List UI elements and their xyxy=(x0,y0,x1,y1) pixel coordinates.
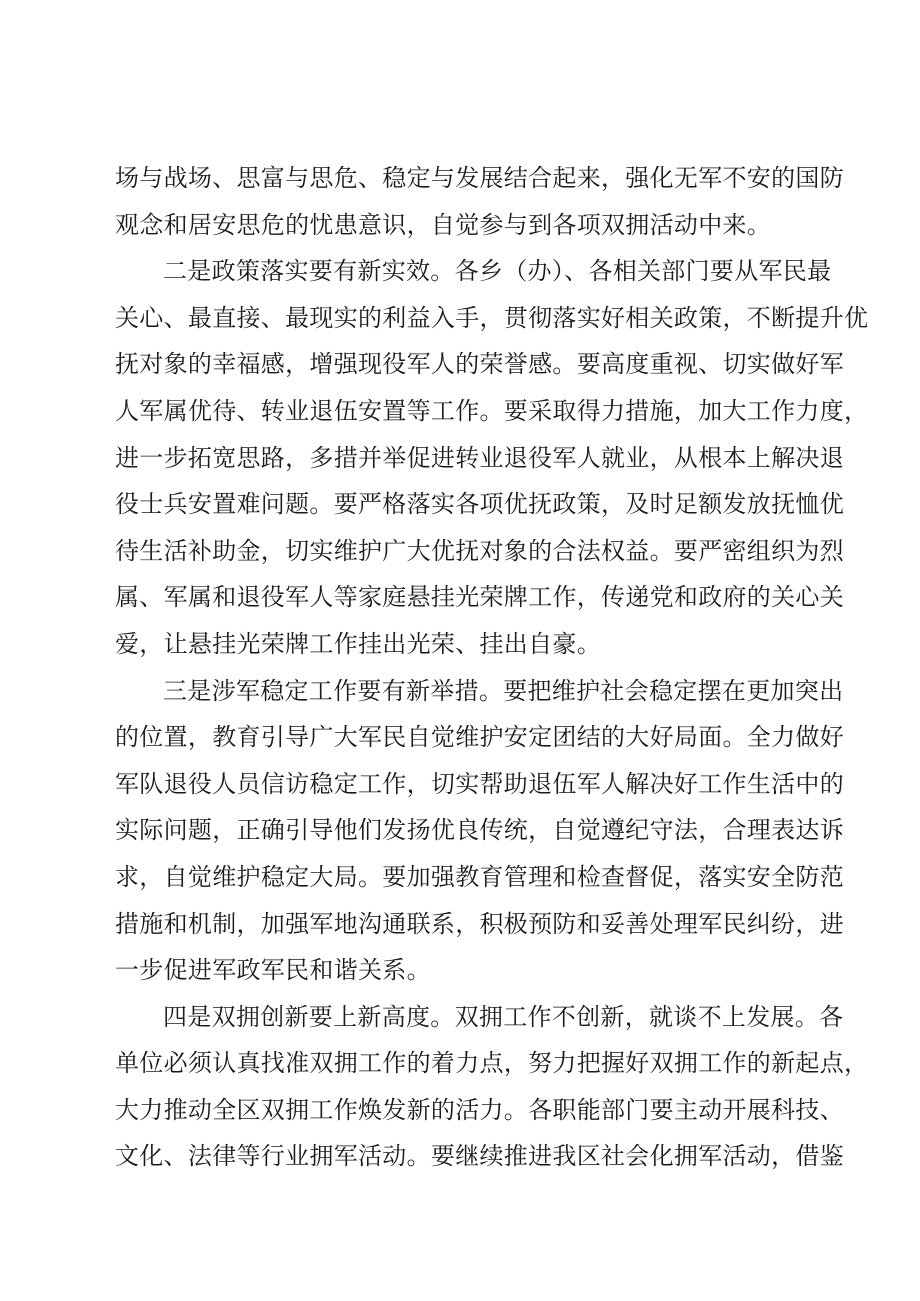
text-line: 人军属优待、转业退伍安置等工作。要采取得力措施，加大工作力度， xyxy=(115,396,869,425)
text-line: 进一步拓宽思路，多措并举促进转业退役军人就业，从根本上解决退 xyxy=(115,443,844,472)
document-body xyxy=(115,155,869,1180)
text-line: 文化、法律等行业拥军活动。要继续推进我区社会化拥军活动，借鉴 xyxy=(115,1142,844,1171)
text-line: 关心、最直接、最现实的利益入手，贯彻落实好相关政策，不断提升优 xyxy=(115,303,869,332)
text-line: 场与战场、思富与思危、稳定与发展结合起来，强化无军不安的国防 xyxy=(115,164,844,192)
paragraph-innovation xyxy=(115,994,869,1180)
text-line: 观念和居安思危的忧患意识，自觉参与到各项双拥活动中来。 xyxy=(115,210,772,239)
text-line: 实际问题，正确引导他们发扬优良传统，自觉遵纪守法，合理表达诉 xyxy=(115,816,844,845)
text-line: 单位必须认真找准双拥工作的着力点，努力把握好双拥工作的新起点， xyxy=(115,1049,869,1078)
paragraph-policy xyxy=(115,248,869,667)
text-line: 措施和机制，加强军地沟通联系，积极预防和妥善处理军民纠纷，进 xyxy=(115,909,844,938)
paragraph-continuation xyxy=(115,155,844,248)
text-line: 待生活补助金，切实维护广大优抚对象的合法权益。要严密组织为烈 xyxy=(115,536,844,565)
text-line: 一步促进军政军民和谐关系。 xyxy=(115,956,431,985)
text-line: 三是涉军稳定工作要有新举措。要把维护社会稳定摆在更加突出 xyxy=(163,676,844,705)
text-line: 抚对象的幸福感，增强现役军人的荣誉感。要高度重视、切实做好军 xyxy=(115,350,844,379)
text-line: 大力推动全区双拥工作焕发新的活力。各职能部门要主动开展科技、 xyxy=(115,1095,844,1124)
text-line: 二是政策落实要有新实效。各乡（办）、各相关部门要从军民最 xyxy=(163,257,832,286)
text-line: 爱，让悬挂光荣牌工作挂出光荣、挂出自豪。 xyxy=(115,629,601,658)
text-line: 军队退役人员信访稳定工作，切实帮助退伍军人解决好工作生活中的 xyxy=(115,769,844,798)
text-line: 役士兵安置难问题。要严格落实各项优抚政策，及时足额发放抚恤优 xyxy=(115,490,844,519)
text-line: 的位置，教育引导广大军民自觉维护安定团结的大好局面。全力做好 xyxy=(115,723,844,752)
text-line: 求，自觉维护稳定大局。要加强教育管理和检查督促，落实安全防范 xyxy=(115,862,844,891)
text-line: 四是双拥创新要上新高度。双拥工作不创新，就谈不上发展。各 xyxy=(163,1002,844,1031)
paragraph-stability xyxy=(115,668,844,994)
text-line: 属、军属和退役军人等家庭悬挂光荣牌工作，传递党和政府的关心关 xyxy=(115,583,844,612)
